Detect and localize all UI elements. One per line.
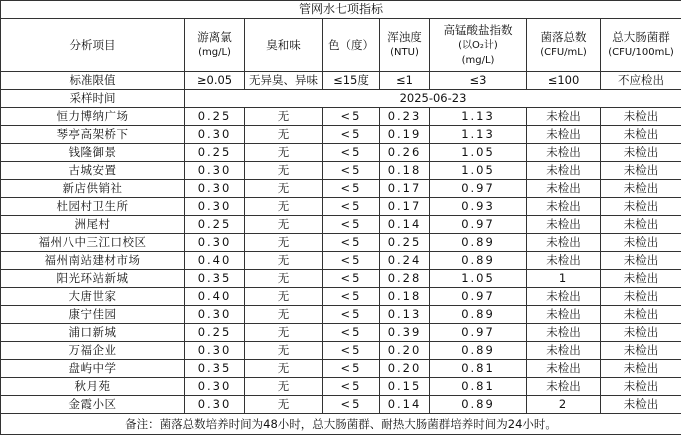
table-cell: <5 — [323, 288, 380, 306]
table-row — [1, 198, 681, 216]
table-cell: 未检出 — [601, 342, 681, 360]
column-header-name: 总大肠菌群 — [603, 30, 679, 45]
table-cell: <5 — [323, 270, 380, 288]
table-cell: 未检出 — [601, 360, 681, 378]
table-cell: 未检出 — [601, 396, 681, 414]
table-cell: 无 — [245, 324, 323, 342]
table-cell: 0.89 — [430, 342, 527, 360]
table-cell: <5 — [323, 180, 380, 198]
header-row — [1, 19, 681, 72]
table-cell: 0.30 — [185, 396, 245, 414]
table-cell: 0.30 — [185, 126, 245, 144]
site-name: 盘屿中学 — [1, 360, 185, 378]
table-cell: 未检出 — [527, 378, 601, 396]
table-cell: 无 — [245, 342, 323, 360]
table-cell: 无 — [245, 378, 323, 396]
table-cell: 0.14 — [380, 216, 430, 234]
table-cell: 1.05 — [430, 270, 527, 288]
column-header-unit: (mg/L) — [187, 45, 242, 60]
table-cell: 0.89 — [430, 252, 527, 270]
table-cell: 未检出 — [527, 198, 601, 216]
table-cell: 0.20 — [380, 342, 430, 360]
table-cell: 0.30 — [185, 162, 245, 180]
table-cell: <5 — [323, 234, 380, 252]
table-cell: 0.30 — [185, 378, 245, 396]
table-cell: 1.13 — [430, 108, 527, 126]
table-cell: 0.97 — [430, 180, 527, 198]
table-cell: 0.35 — [185, 270, 245, 288]
table-cell: 0.24 — [380, 252, 430, 270]
table-row — [1, 306, 681, 324]
table-cell: <5 — [323, 342, 380, 360]
table-note: 备注：菌落总数培养时间为48小时，总大肠菌群、耐热大肠菌群培养时间为24小时。 — [1, 414, 681, 435]
table-row — [1, 234, 681, 252]
table-cell: 0.97 — [430, 216, 527, 234]
table-cell: 未检出 — [527, 126, 601, 144]
note-row — [1, 414, 681, 435]
table-cell: 无 — [245, 252, 323, 270]
standard-cell: 无异臭、异味 — [245, 72, 323, 90]
site-name: 大唐世家 — [1, 288, 185, 306]
site-name: 福州南站建材市场 — [1, 252, 185, 270]
table-cell: 0.13 — [380, 306, 430, 324]
column-header-name: 臭和味 — [247, 38, 320, 53]
standard-cell: ≥0.05 — [185, 72, 245, 90]
column-header-name: 游离氯 — [187, 30, 242, 45]
table-cell: <5 — [323, 216, 380, 234]
table-cell: 未检出 — [527, 324, 601, 342]
site-name: 福州八中三江口校区 — [1, 234, 185, 252]
column-header — [430, 19, 527, 72]
table-cell: 未检出 — [601, 234, 681, 252]
column-header-name: 浑浊度 — [382, 30, 427, 45]
table-cell: 无 — [245, 162, 323, 180]
table-cell: 未检出 — [527, 306, 601, 324]
table-row — [1, 126, 681, 144]
column-header-unit: (CFU/mL) — [529, 45, 598, 60]
table-cell: 未检出 — [527, 180, 601, 198]
table-row — [1, 252, 681, 270]
table-cell: 0.25 — [185, 324, 245, 342]
table-cell: <5 — [323, 126, 380, 144]
table-cell: 无 — [245, 198, 323, 216]
table-cell: 未检出 — [527, 162, 601, 180]
column-header-name: 色（度） — [325, 38, 377, 53]
site-name: 古城安置 — [1, 162, 185, 180]
column-header — [601, 19, 681, 72]
table-row — [1, 144, 681, 162]
site-name: 钱隆御景 — [1, 144, 185, 162]
column-header-unit: (NTU) — [382, 45, 427, 60]
standard-cell: ≤15度 — [323, 72, 380, 90]
table-cell: 0.25 — [380, 234, 430, 252]
table-cell: 1.05 — [430, 162, 527, 180]
table-cell: 未检出 — [527, 234, 601, 252]
site-name: 浦口新城 — [1, 324, 185, 342]
table-cell: 0.89 — [430, 396, 527, 414]
table-cell: 0.23 — [380, 108, 430, 126]
table-cell: 未检出 — [601, 108, 681, 126]
table-cell: 0.89 — [430, 234, 527, 252]
table-row — [1, 162, 681, 180]
table-cell: 无 — [245, 270, 323, 288]
column-header-unit: (以O₂计) — [432, 38, 524, 53]
table-cell: <5 — [323, 252, 380, 270]
column-header — [245, 19, 323, 72]
table-row — [1, 342, 681, 360]
table-row — [1, 360, 681, 378]
column-header — [185, 19, 245, 72]
table-cell: 无 — [245, 234, 323, 252]
table-cell: 未检出 — [527, 342, 601, 360]
table-cell: 0.14 — [380, 396, 430, 414]
table-cell: 1.13 — [430, 126, 527, 144]
table-cell: 无 — [245, 360, 323, 378]
table-cell: 0.89 — [430, 306, 527, 324]
table-cell: <5 — [323, 324, 380, 342]
table-cell: 0.81 — [430, 378, 527, 396]
table-cell: 无 — [245, 144, 323, 162]
table-cell: <5 — [323, 198, 380, 216]
sampling-row — [1, 90, 681, 108]
table-cell: 未检出 — [601, 162, 681, 180]
table-cell: 无 — [245, 126, 323, 144]
standard-label: 标准限值 — [1, 72, 185, 90]
table-cell: 无 — [245, 396, 323, 414]
table-row — [1, 216, 681, 234]
table-cell: 0.25 — [185, 144, 245, 162]
table-cell: <5 — [323, 162, 380, 180]
table-cell: 0.39 — [380, 324, 430, 342]
site-name: 康宁佳园 — [1, 306, 185, 324]
table-row — [1, 108, 681, 126]
table-cell: 无 — [245, 306, 323, 324]
site-name: 洲尾村 — [1, 216, 185, 234]
table-cell: <5 — [323, 108, 380, 126]
table-cell: 未检出 — [601, 288, 681, 306]
table-cell: 0.15 — [380, 378, 430, 396]
table-cell: 0.81 — [430, 360, 527, 378]
standard-cell: ≤3 — [430, 72, 527, 90]
table-cell: <5 — [323, 378, 380, 396]
table-cell: 0.30 — [185, 198, 245, 216]
table-cell: 无 — [245, 216, 323, 234]
site-name: 新店供销社 — [1, 180, 185, 198]
table-cell: 0.97 — [430, 288, 527, 306]
table-cell: 未检出 — [527, 360, 601, 378]
site-name: 琴亭高架桥下 — [1, 126, 185, 144]
table-cell: 未检出 — [601, 216, 681, 234]
table-row — [1, 288, 681, 306]
site-name: 阳光环站新城 — [1, 270, 185, 288]
table-row — [1, 180, 681, 198]
table-cell: 未检出 — [601, 306, 681, 324]
site-name: 金霞小区 — [1, 396, 185, 414]
table-cell: 0.17 — [380, 180, 430, 198]
table-cell: 未检出 — [527, 288, 601, 306]
column-header-name: 菌落总数 — [529, 30, 598, 45]
table-cell: 无 — [245, 288, 323, 306]
standard-cell: 不应检出 — [601, 72, 681, 90]
site-name: 杜园村卫生所 — [1, 198, 185, 216]
table-cell: 未检出 — [601, 126, 681, 144]
table-cell: 0.30 — [185, 306, 245, 324]
table-cell: <5 — [323, 144, 380, 162]
column-header-name: 分析项目 — [3, 38, 182, 53]
table-cell: 未检出 — [527, 216, 601, 234]
table-cell: 0.35 — [185, 360, 245, 378]
column-header — [380, 19, 430, 72]
table-cell: 0.30 — [185, 180, 245, 198]
table-row — [1, 324, 681, 342]
column-header — [527, 19, 601, 72]
site-name: 恒力博纳广场 — [1, 108, 185, 126]
table-cell: <5 — [323, 306, 380, 324]
table-cell: 0.30 — [185, 342, 245, 360]
table-cell: 0.19 — [380, 126, 430, 144]
table-cell: 0.26 — [380, 144, 430, 162]
site-name: 秋月苑 — [1, 378, 185, 396]
column-header-name: 高锰酸盐指数 — [432, 23, 524, 38]
table-cell: 未检出 — [601, 252, 681, 270]
table-row — [1, 378, 681, 396]
table-cell: 未检出 — [601, 324, 681, 342]
table-row — [1, 396, 681, 414]
table-cell: 0.25 — [185, 216, 245, 234]
site-name: 万福企业 — [1, 342, 185, 360]
table-cell: 0.18 — [380, 288, 430, 306]
table-cell: 0.40 — [185, 252, 245, 270]
standard-cell: ≤100 — [527, 72, 601, 90]
table-cell: 未检出 — [527, 144, 601, 162]
table-cell: 0.93 — [430, 198, 527, 216]
table-cell: 未检出 — [601, 270, 681, 288]
standard-row — [1, 72, 681, 90]
sampling-date: 2025-06-23 — [185, 90, 681, 108]
sampling-label: 采样时间 — [1, 90, 185, 108]
column-header — [1, 19, 185, 72]
table-cell: 1.05 — [430, 144, 527, 162]
table-cell: 0.25 — [185, 108, 245, 126]
standard-cell: ≤1 — [380, 72, 430, 90]
table-cell: 0.20 — [380, 360, 430, 378]
table-cell: <5 — [323, 360, 380, 378]
column-header-unit: (CFU/100mL) — [603, 45, 679, 60]
table-cell: 0.30 — [185, 234, 245, 252]
table-cell: 无 — [245, 108, 323, 126]
table-cell: 未检出 — [601, 378, 681, 396]
table-cell: 0.97 — [430, 324, 527, 342]
table-cell: 未检出 — [601, 198, 681, 216]
table-cell: 1 — [527, 270, 601, 288]
table-cell: <5 — [323, 396, 380, 414]
table-row — [1, 270, 681, 288]
table-cell: 未检出 — [601, 144, 681, 162]
table-cell: 未检出 — [601, 180, 681, 198]
table-cell: 未检出 — [527, 252, 601, 270]
table-cell: 无 — [245, 180, 323, 198]
table-cell: 未检出 — [527, 108, 601, 126]
table-title: 管网水七项指标 — [1, 1, 681, 19]
table-cell: 0.28 — [380, 270, 430, 288]
table-cell: 0.18 — [380, 162, 430, 180]
table-cell: 0.17 — [380, 198, 430, 216]
table-cell: 0.40 — [185, 288, 245, 306]
column-header-unit: (mg/L) — [432, 53, 524, 68]
column-header — [323, 19, 380, 72]
table-cell: 2 — [527, 396, 601, 414]
